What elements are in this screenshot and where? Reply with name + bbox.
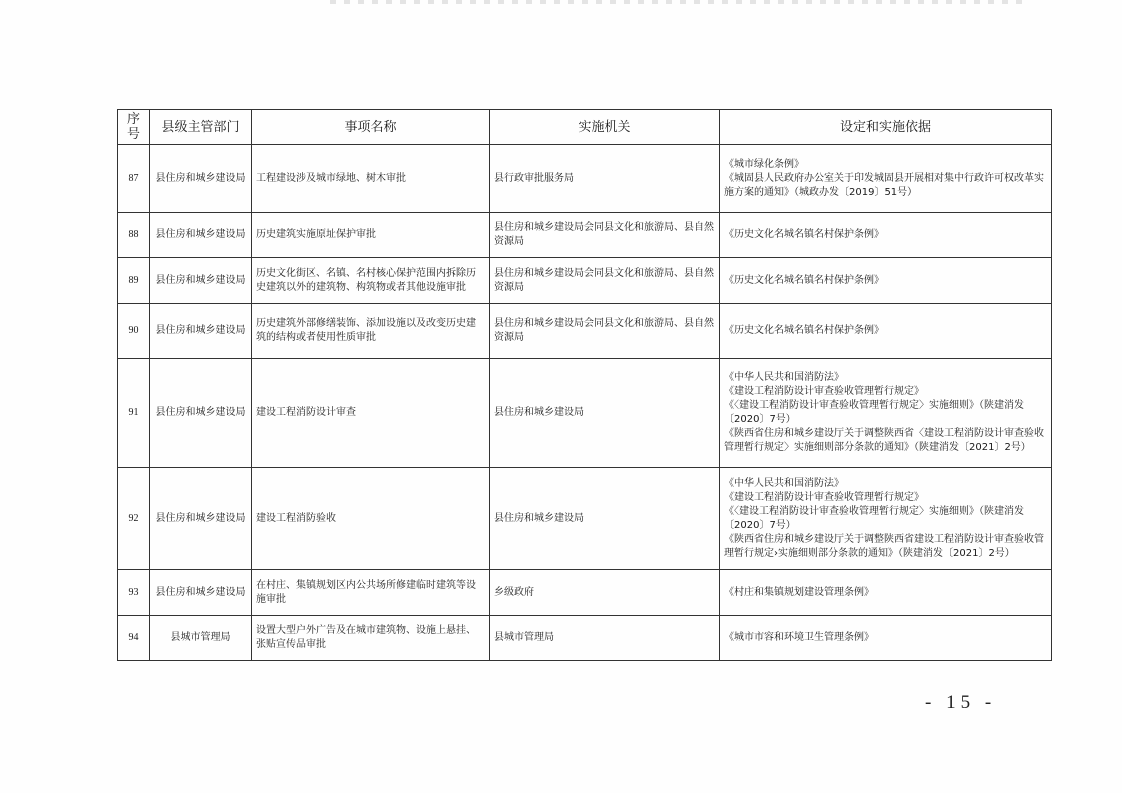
table-header-row (118, 110, 1052, 145)
approval-items-table (117, 109, 1052, 661)
implementing-org-cell: 县住房和城乡建设局 (490, 468, 720, 570)
row-number: 93 (118, 570, 150, 616)
implementing-org-cell: 乡级政府 (490, 570, 720, 616)
table-row (118, 468, 1052, 570)
item-name-cell: 在村庄、集镇规划区内公共场所修建临时建筑等设施审批 (252, 570, 490, 616)
header-org: 实施机关 (490, 110, 720, 145)
department-cell: 县住房和城乡建设局 (150, 359, 252, 468)
item-name-cell: 历史建筑外部修缮装饰、添加设施以及改变历史建筑的结构或者使用性质审批 (252, 304, 490, 359)
implementing-org-cell: 县住房和城乡建设局会同县文化和旅游局、县自然资源局 (490, 213, 720, 258)
department-cell: 县城市管理局 (150, 616, 252, 661)
item-name-cell: 建设工程消防验收 (252, 468, 490, 570)
table-row (118, 213, 1052, 258)
department-cell: 县住房和城乡建设局 (150, 258, 252, 304)
item-name-cell: 历史建筑实施原址保护审批 (252, 213, 490, 258)
table-row (118, 570, 1052, 616)
page-number: - 15 - (925, 692, 997, 713)
legal-basis-cell: 《城市市容和环境卫生管理条例》 (720, 616, 1052, 661)
header-no: 序号 (118, 110, 150, 145)
table-row (118, 258, 1052, 304)
implementing-org-cell: 县住房和城乡建设局会同县文化和旅游局、县自然资源局 (490, 258, 720, 304)
legal-basis-cell: 《历史文化名城名镇名村保护条例》 (720, 213, 1052, 258)
department-cell: 县住房和城乡建设局 (150, 213, 252, 258)
scan-marks (330, 0, 1030, 4)
row-number: 91 (118, 359, 150, 468)
implementing-org-cell: 县行政审批服务局 (490, 145, 720, 213)
table-body (118, 145, 1052, 661)
table-row (118, 616, 1052, 661)
item-name-cell: 工程建设涉及城市绿地、树木审批 (252, 145, 490, 213)
row-number: 87 (118, 145, 150, 213)
department-cell: 县住房和城乡建设局 (150, 570, 252, 616)
legal-basis-cell: 《城市绿化条例》 《城固县人民政府办公室关于印发城固县开展相对集中行政许可权改革实施方案的通知》（城政办发〔2019〕51号） (720, 145, 1052, 213)
row-number: 92 (118, 468, 150, 570)
legal-basis-cell: 《村庄和集镇规划建设管理条例》 (720, 570, 1052, 616)
table-row (118, 359, 1052, 468)
department-cell: 县住房和城乡建设局 (150, 145, 252, 213)
implementing-org-cell: 县城市管理局 (490, 616, 720, 661)
legal-basis-cell: 《历史文化名城名镇名村保护条例》 (720, 304, 1052, 359)
legal-basis-cell: 《中华人民共和国消防法》 《建设工程消防设计审查验收管理暂行规定》 《〈建设工程消防设计审查验收管理暂行规定〉实施细则》（陕建消发〔2020〕7号） 《陕西省住房和城乡建设厅关于调整陕西省建设工程消防设计审查验收管理暂行规定›实施细则部分条款的通知》（陕建消发〔2021〕2号） (720, 468, 1052, 570)
implementing-org-cell: 县住房和城乡建设局 (490, 359, 720, 468)
department-cell: 县住房和城乡建设局 (150, 304, 252, 359)
row-number: 88 (118, 213, 150, 258)
header-dept: 县级主管部门 (150, 110, 252, 145)
row-number: 94 (118, 616, 150, 661)
table-row (118, 304, 1052, 359)
header-basis: 设定和实施依据 (720, 110, 1052, 145)
legal-basis-cell: 《中华人民共和国消防法》 《建设工程消防设计审查验收管理暂行规定》 《〈建设工程消防设计审查验收管理暂行规定〉实施细则》（陕建消发〔2020〕7号） 《陕西省住房和城乡建设厅关于调整陕西省〈建设工程消防设计审查验收管理暂行规定〉实施细则部分条款的通知》（陕建消发〔2021〕2号） (720, 359, 1052, 468)
row-number: 89 (118, 258, 150, 304)
header-item: 事项名称 (252, 110, 490, 145)
implementing-org-cell: 县住房和城乡建设局会同县文化和旅游局、县自然资源局 (490, 304, 720, 359)
table-row (118, 145, 1052, 213)
item-name-cell: 设置大型户外广告及在城市建筑物、设施上悬挂、张贴宣传品审批 (252, 616, 490, 661)
row-number: 90 (118, 304, 150, 359)
legal-basis-cell: 《历史文化名城名镇名村保护条例》 (720, 258, 1052, 304)
item-name-cell: 历史文化街区、名镇、名村核心保护范围内拆除历史建筑以外的建筑物、构筑物或者其他设施审批 (252, 258, 490, 304)
department-cell: 县住房和城乡建设局 (150, 468, 252, 570)
item-name-cell: 建设工程消防设计审查 (252, 359, 490, 468)
